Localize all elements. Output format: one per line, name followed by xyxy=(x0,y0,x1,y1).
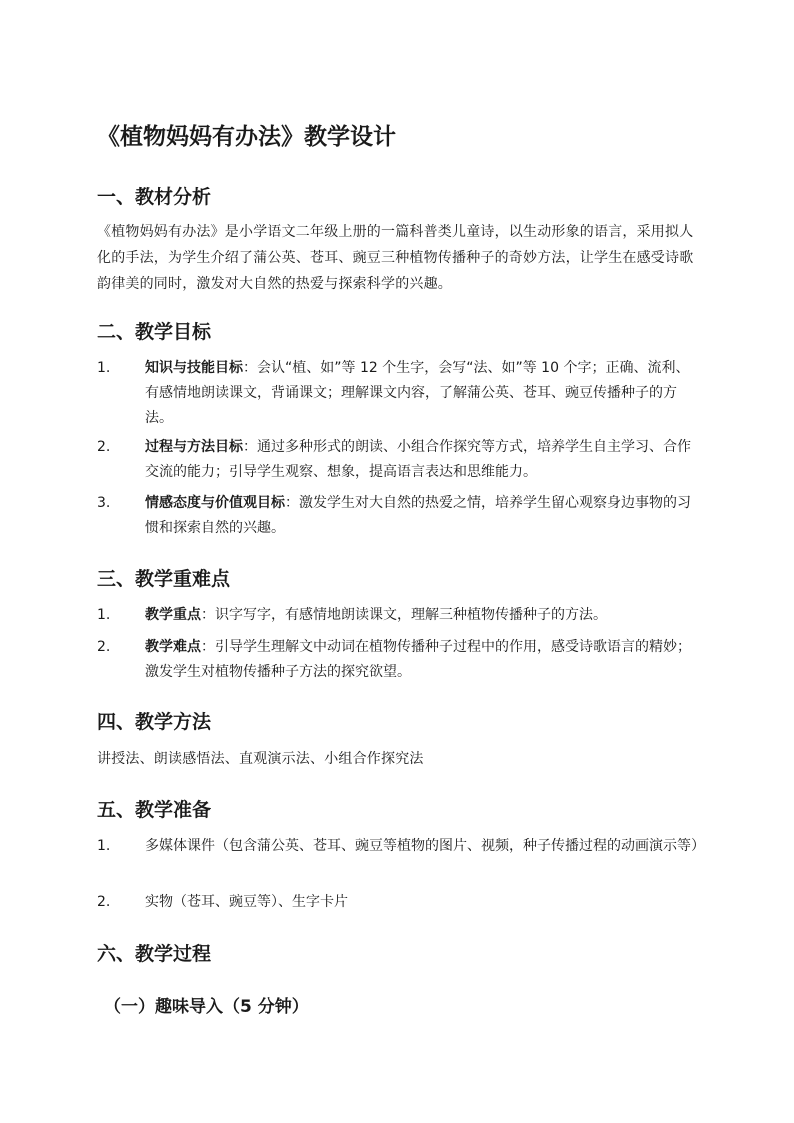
list-number: 3. xyxy=(97,495,111,511)
section-heading-teaching-goals: 二、教学目标 xyxy=(97,321,212,343)
list-number: 1. xyxy=(97,360,111,376)
item-label: 教学难点 xyxy=(145,639,201,655)
section-heading-material-analysis: 一、教材分析 xyxy=(97,186,212,208)
section-heading-teaching-process: 六、教学过程 xyxy=(97,943,212,965)
list-number: 2. xyxy=(97,439,111,455)
item-text: 实物（苍耳、豌豆等）、生字卡片 xyxy=(145,894,348,910)
item-text: ：识字写字，有感情地朗读课文，理解三种植物传播种子的方法。 xyxy=(201,607,607,623)
item-text: ：通过多种形式的朗读、小组合作探究等方式，培养学生自主学习、合作交流的能力；引导学生观察、想象，提高语言表达和思维能力。 xyxy=(145,439,691,480)
section-heading-preparation: 五、教学准备 xyxy=(97,799,212,821)
material-analysis-paragraph: 《植物妈妈有办法》是小学语文二年级上册的一篇科普类儿童诗，以生动形象的语言，采用拟人化的手法，为学生介绍了蒲公英、苍耳、豌豆三种植物传播种子的奇妙方法，让学生在感受诗歌韵律美的同时，激发对大自然的热爱与探索科学的兴趣。 xyxy=(97,224,694,292)
list-item xyxy=(97,491,702,541)
list-number: 1. xyxy=(97,607,111,623)
item-label: 知识与技能目标 xyxy=(145,360,243,376)
item-label: 过程与方法目标 xyxy=(145,439,243,455)
item-text: ：引导学生理解文中动词在植物传播种子过程中的作用，感受诗歌语言的精妙；激发学生对植物传播种子方法的探究欲望。 xyxy=(145,639,691,680)
document-title: 《植物妈妈有办法》教学设计 xyxy=(97,124,396,150)
teaching-methods-text: 讲授法、朗读感悟法、直观演示法、小组合作探究法 xyxy=(97,751,424,767)
list-number: 2. xyxy=(97,894,111,910)
section-heading-key-points: 三、教学重难点 xyxy=(97,568,231,590)
item-label: 教学重点 xyxy=(145,607,201,623)
item-text: ：激发学生对大自然的热爱之情，培养学生留心观察身边事物的习惯和探索自然的兴趣。 xyxy=(145,495,691,536)
section-heading-teaching-methods: 四、教学方法 xyxy=(97,711,212,733)
list-number: 1. xyxy=(97,838,111,854)
list-item xyxy=(97,603,702,628)
item-text: 多媒体课件（包含蒲公英、苍耳、豌豆等植物的图片、视频，种子传播过程的动画演示等） xyxy=(145,838,705,854)
list-item xyxy=(97,890,702,915)
subsection-heading-intro: （一）趣味导入（5 分钟） xyxy=(104,997,309,1017)
item-label: 情感态度与价值观目标 xyxy=(145,495,285,511)
list-item xyxy=(97,834,705,859)
list-item xyxy=(97,356,702,431)
list-item xyxy=(97,435,702,485)
list-number: 2. xyxy=(97,639,111,655)
item-text: ：会认“植、如”等 12 个生字，会写“法、如”等 10 个字；正确、流利、有感情地朗读课文，背诵课文；理解课文内容，了解蒲公英、苍耳、豌豆传播种子的方法。 xyxy=(145,360,690,426)
list-item xyxy=(97,635,702,685)
